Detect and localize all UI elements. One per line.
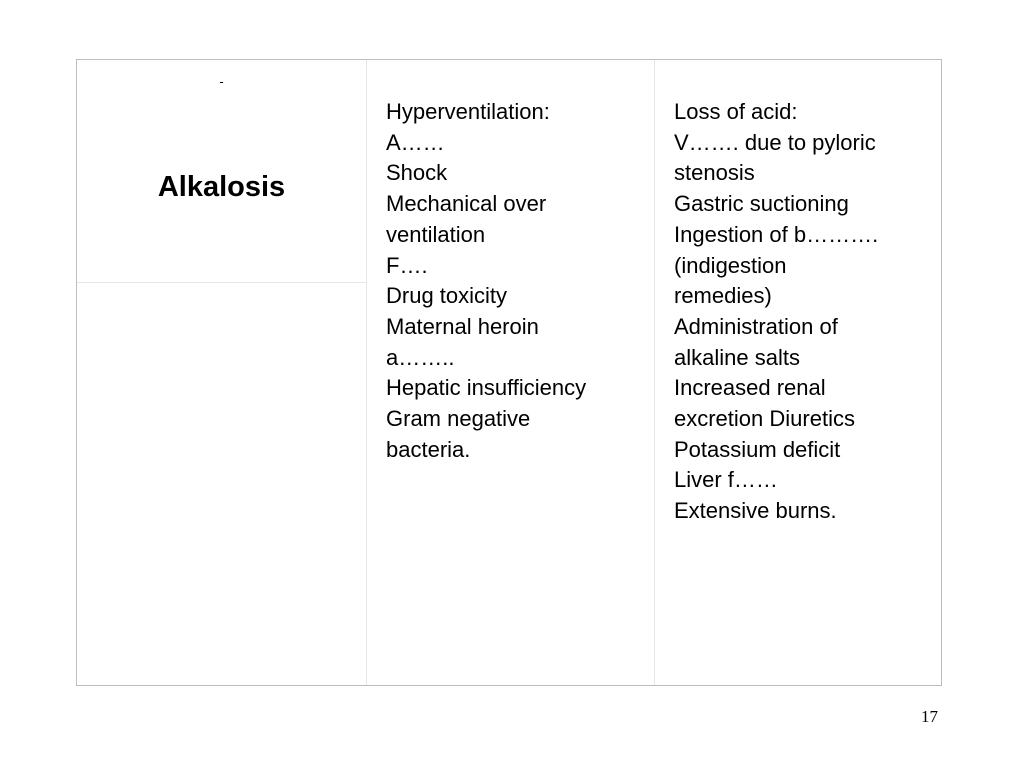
respiratory-cause-line: F…. [386, 252, 428, 278]
metabolic-cause-line: Gastric suctioning [674, 191, 849, 217]
row-divider [77, 282, 366, 283]
respiratory-cause-line: Hyperventilation: [386, 99, 550, 124]
metabolic-cause-line: Liver f…… [674, 467, 778, 493]
metabolic-cause-line: V……. due to pyloric [674, 129, 876, 155]
metabolic-cause-line: Potassium deficit [674, 436, 841, 462]
column-divider [366, 60, 367, 685]
metabolic-cause-line: Loss of acid: [674, 99, 798, 124]
respiratory-cause-line: Mechanical over [386, 191, 547, 217]
metabolic-cause-line: Administration of [674, 313, 838, 339]
respiratory-cause-line: bacteria. [386, 436, 471, 462]
dash-mark: - [219, 74, 224, 89]
metabolic-cause-line: alkaline salts [674, 344, 800, 370]
respiratory-cause-line: Maternal heroin [386, 313, 539, 339]
respiratory-cause-line: A…… [386, 129, 445, 155]
page-number: 17 [921, 707, 938, 726]
metabolic-cause-line: Ingestion of b………. [674, 221, 879, 247]
respiratory-cause-line: Shock [386, 160, 448, 186]
row-heading-alkalosis: Alkalosis [157, 171, 286, 203]
respiratory-cause-line: Gram negative [386, 406, 531, 432]
respiratory-cause-line: ventilation [386, 221, 486, 247]
metabolic-causes-list [674, 97, 934, 527]
metabolic-cause-line: (indigestion [674, 252, 787, 278]
metabolic-cause-line: Extensive burns. [674, 498, 837, 524]
respiratory-cause-line: Drug toxicity [386, 283, 508, 309]
metabolic-cause-line: remedies) [674, 283, 772, 309]
respiratory-causes-list [386, 97, 651, 465]
respiratory-cause-line: Hepatic insufficiency [386, 375, 587, 401]
metabolic-cause-line: stenosis [674, 160, 755, 186]
metabolic-cause-line: Increased renal [674, 375, 826, 401]
column-divider [654, 60, 655, 685]
alkalosis-table [76, 59, 942, 686]
metabolic-cause-line: excretion Diuretics [674, 406, 855, 432]
respiratory-cause-line: a…….. [386, 344, 455, 370]
